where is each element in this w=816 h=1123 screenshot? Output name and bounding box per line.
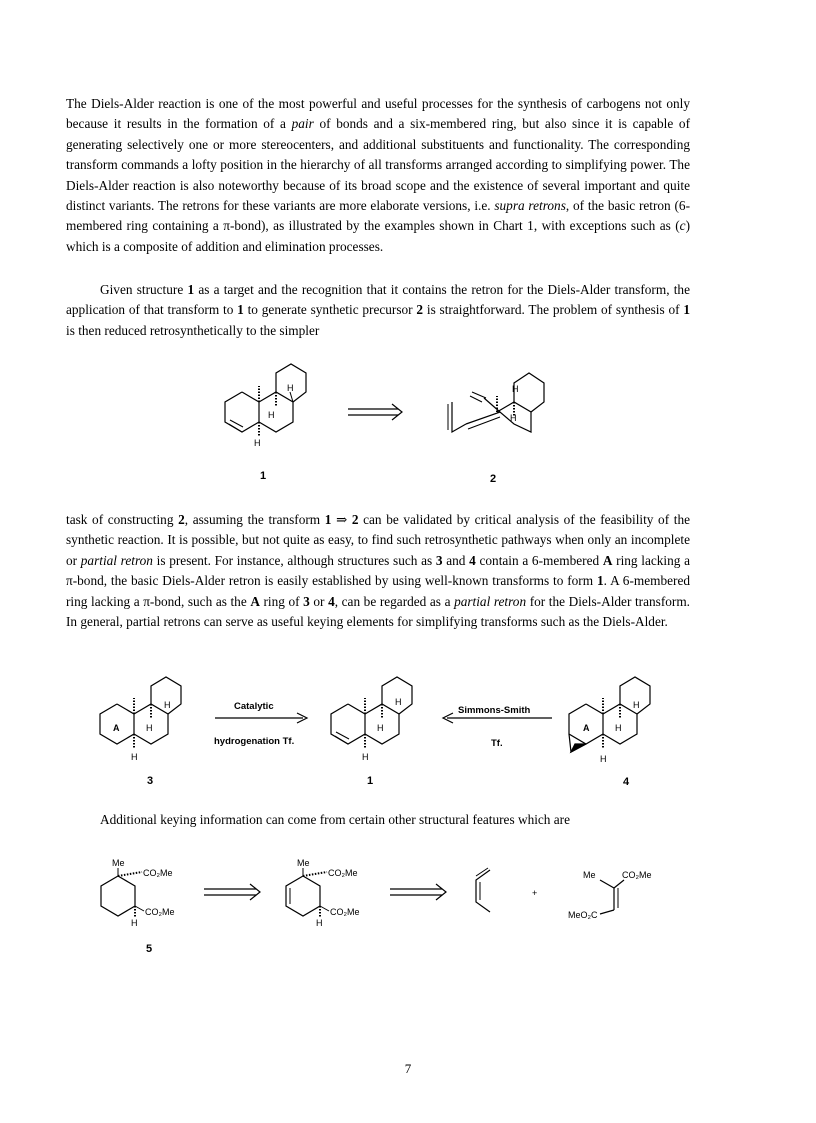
paragraph-target: Given structure 1 as a target and the recognition that it contains the retron for the Diels-Alder transform, the application of that transform to 1 to generate synthetic precursor 2 is straightforward. The problem of synthesis of 1 is then reduced retrosynthetically to the simpler [66, 282, 690, 338]
h-label: H [377, 723, 384, 733]
reagent-hydrogenation: hydrogenation Tf. [214, 736, 295, 747]
butadiene [476, 868, 490, 912]
h-label: H [512, 384, 519, 394]
paragraph-intro: The Diels-Alder reaction is one of the most powerful and useful processes for the synthesis of carbogens not only because it results in the formation of a pair of bonds and a six-membered ring, but also since it is capable of generating selectively one or more stereocenters, and additional substituents and functionality. The corresponding transform commands a lofty position in the hierarchy of all transforms arranged according to simplifying power. The Diels-Alder reaction is also noteworthy because of its broad scope and the existence of several important and quite distinct variants. The retrons for these variants are more elaborate versions, i.e. supra retrons, of the basic retron (6-membered ring containing a π-bond), as illustrated by the examples shown in Chart 1, with exceptions such as (c) which is a composite of addition and elimination processes. [66, 96, 690, 254]
compound-label-4: 4 [623, 776, 630, 788]
reagent-catalytic: Catalytic [234, 701, 274, 712]
structure-5 [101, 868, 144, 918]
reagent-simmons-smith: Simmons-Smith [458, 705, 531, 716]
co2me-label: CO₂Me [330, 907, 360, 917]
retro-arrow-2 [204, 884, 260, 900]
paragraph-keying: Additional keying information can come from certain other structural features which are [100, 812, 571, 827]
retro-arrow-1 [348, 404, 402, 420]
h-label: H [287, 383, 294, 393]
h-label: H [131, 918, 138, 928]
structure-4 [569, 677, 650, 752]
plus-sign: + [532, 888, 538, 898]
scheme-5 [0, 850, 816, 960]
ring-a-label: A [583, 723, 590, 733]
dienophile [600, 880, 624, 914]
co2me-label: CO₂Me [143, 868, 173, 878]
paragraph-partial-retron: task of constructing 2, assuming the transform 1 ⇒ 2 can be validated by critical analysis of the feasibility of the synthetic reaction. It is possible, but not quite as easy, to find such retrosynthetic pathways when only an incomplete or partial retron is present. For instance, although structures such as 3 and 4 contain a 6-membered A ring lacking a π-bond, the basic Diels-Alder retron is easily established by using well-known transforms to form 1. A 6-membered ring lacking a π-bond, such as the A ring of 3 or 4, can be regarded as a partial retron for the Diels-Alder transform. In general, partial retrons can serve as useful keying elements for simplifying transforms such as the Diels-Alder. [66, 512, 690, 630]
h-label: H [362, 752, 369, 762]
compound-label-3: 3 [147, 775, 154, 787]
co2me-label: CO₂Me [145, 907, 175, 917]
meo2c-label: MeO₂C [568, 910, 598, 920]
h-label: H [316, 918, 323, 928]
compound-label-5: 5 [146, 943, 153, 955]
forward-arrow [215, 713, 307, 723]
scheme-1-to-2 [0, 360, 816, 490]
co2me-label: CO₂Me [622, 870, 652, 880]
compound-label-1: 1 [367, 775, 374, 787]
structure-2 [448, 373, 544, 432]
reagent-tf: Tf. [491, 738, 503, 749]
structure-cyclohexene-diester [286, 868, 329, 918]
h-label: H [510, 413, 517, 423]
retro-arrow-3 [390, 884, 446, 900]
structure-3 [100, 677, 181, 748]
compound-label-2: 2 [490, 473, 497, 485]
scheme-3-1-4 [0, 675, 816, 795]
h-label: H [395, 697, 402, 707]
me-label: Me [583, 870, 596, 880]
page-number: 7 [404, 1061, 412, 1076]
h-label: H [633, 700, 640, 710]
me-label: Me [297, 858, 310, 868]
me-label: Me [112, 858, 125, 868]
h-label: H [131, 752, 138, 762]
h-label: H [254, 438, 261, 448]
h-label: H [615, 723, 622, 733]
h-label: H [268, 410, 275, 420]
compound-label-1: 1 [260, 470, 267, 482]
ring-a-label: A [113, 723, 120, 733]
h-label: H [164, 700, 171, 710]
co2me-label: CO₂Me [328, 868, 358, 878]
structure-1 [225, 364, 306, 436]
structure-1-middle [331, 677, 412, 748]
h-label: H [146, 723, 153, 733]
h-label: H [600, 754, 607, 764]
